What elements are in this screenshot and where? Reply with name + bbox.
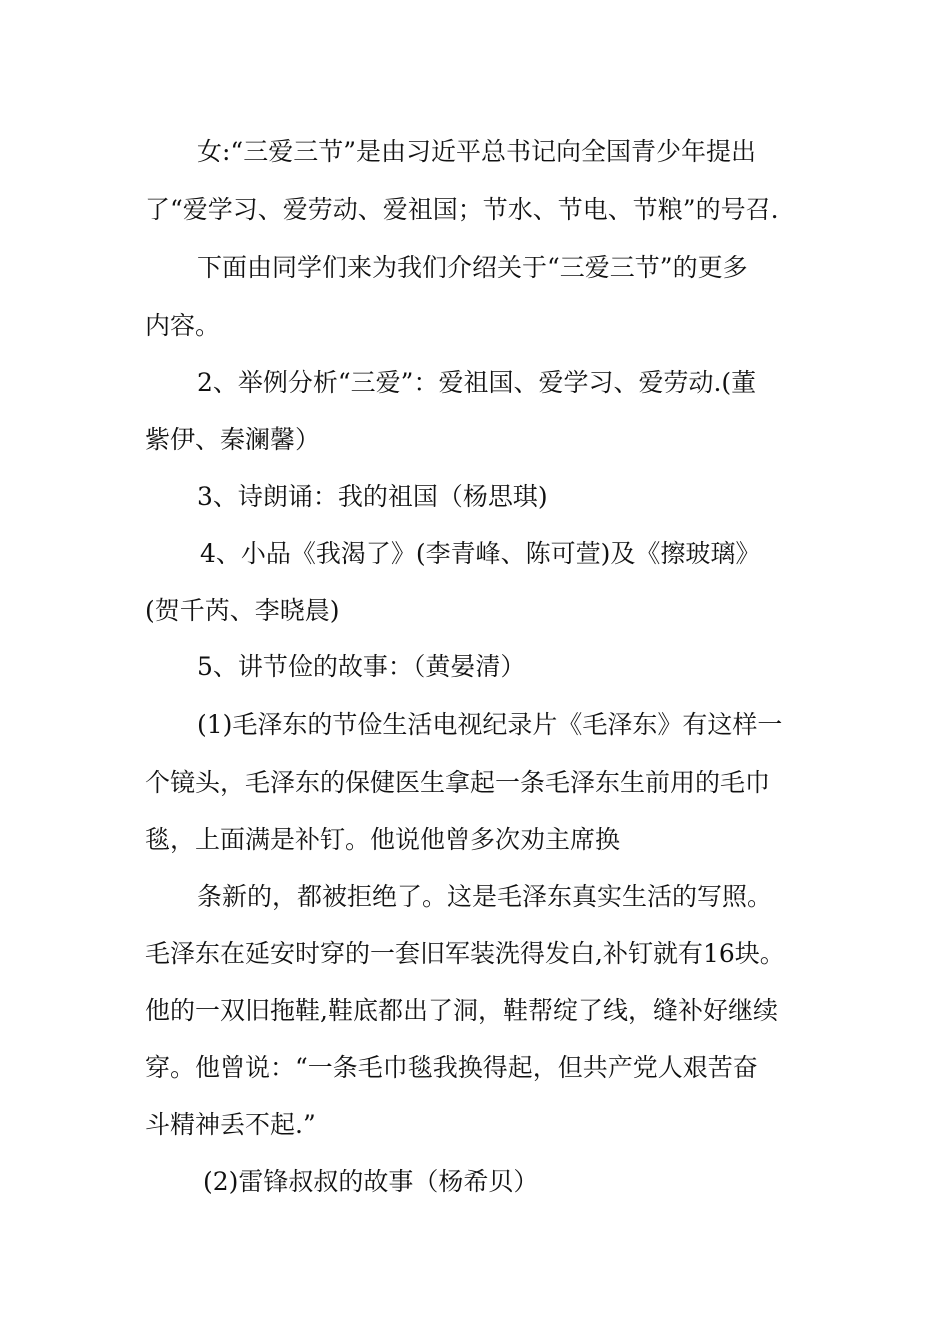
- text-line: 女:“三爱三节”是由习近平总书记向全国青少年提出: [197, 137, 756, 166]
- text-line: 内容。: [145, 311, 221, 340]
- text-line: 他的一双旧拖鞋,鞋底都出了洞，鞋帮绽了线，缝补好继续: [145, 996, 778, 1025]
- text-line: 4、小品《我渴了》(李青峰、陈可萱)及《擦玻璃》: [200, 539, 761, 568]
- text-line: 穿。他曾说：“一条毛巾毯我换得起，但共产党人艰苦奋: [145, 1053, 758, 1082]
- text-line: 毛泽东在延安时穿的一套旧军装洗得发白,补钉就有16块。: [145, 939, 785, 968]
- text-line: 下面由同学们来为我们介绍关于“三爱三节”的更多: [197, 253, 748, 282]
- text-line: (2)雷锋叔叔的故事（杨希贝）: [203, 1167, 539, 1196]
- text-line: 5、讲节俭的故事：（黄晏清）: [197, 652, 526, 681]
- text-line: 紫伊、秦澜馨）: [145, 425, 321, 454]
- text-line: 2、举例分析“三爱”：爱祖国、爱学习、爱劳动.(董: [197, 368, 757, 397]
- text-line: 3、诗朗诵：我的祖国（杨思琪): [197, 482, 548, 511]
- text-line: 条新的，都被拒绝了。这是毛泽东真实生活的写照。: [197, 882, 773, 911]
- text-line: (贺千芮、李晓晨): [145, 596, 340, 625]
- text-line: 个镜头，毛泽东的保健医生拿起一条毛泽东生前用的毛巾: [145, 768, 771, 797]
- text-line: 斗精神丢不起.”: [145, 1110, 316, 1139]
- text-line: 毯，上面满是补钉。他说他曾多次劝主席换: [145, 825, 621, 854]
- text-line: (1)毛泽东的节俭生活电视纪录片《毛泽东》有这样一: [197, 710, 783, 739]
- text-line: 了“爱学习、爱劳动、爱祖国；节水、节电、节粮”的号召.: [145, 195, 779, 224]
